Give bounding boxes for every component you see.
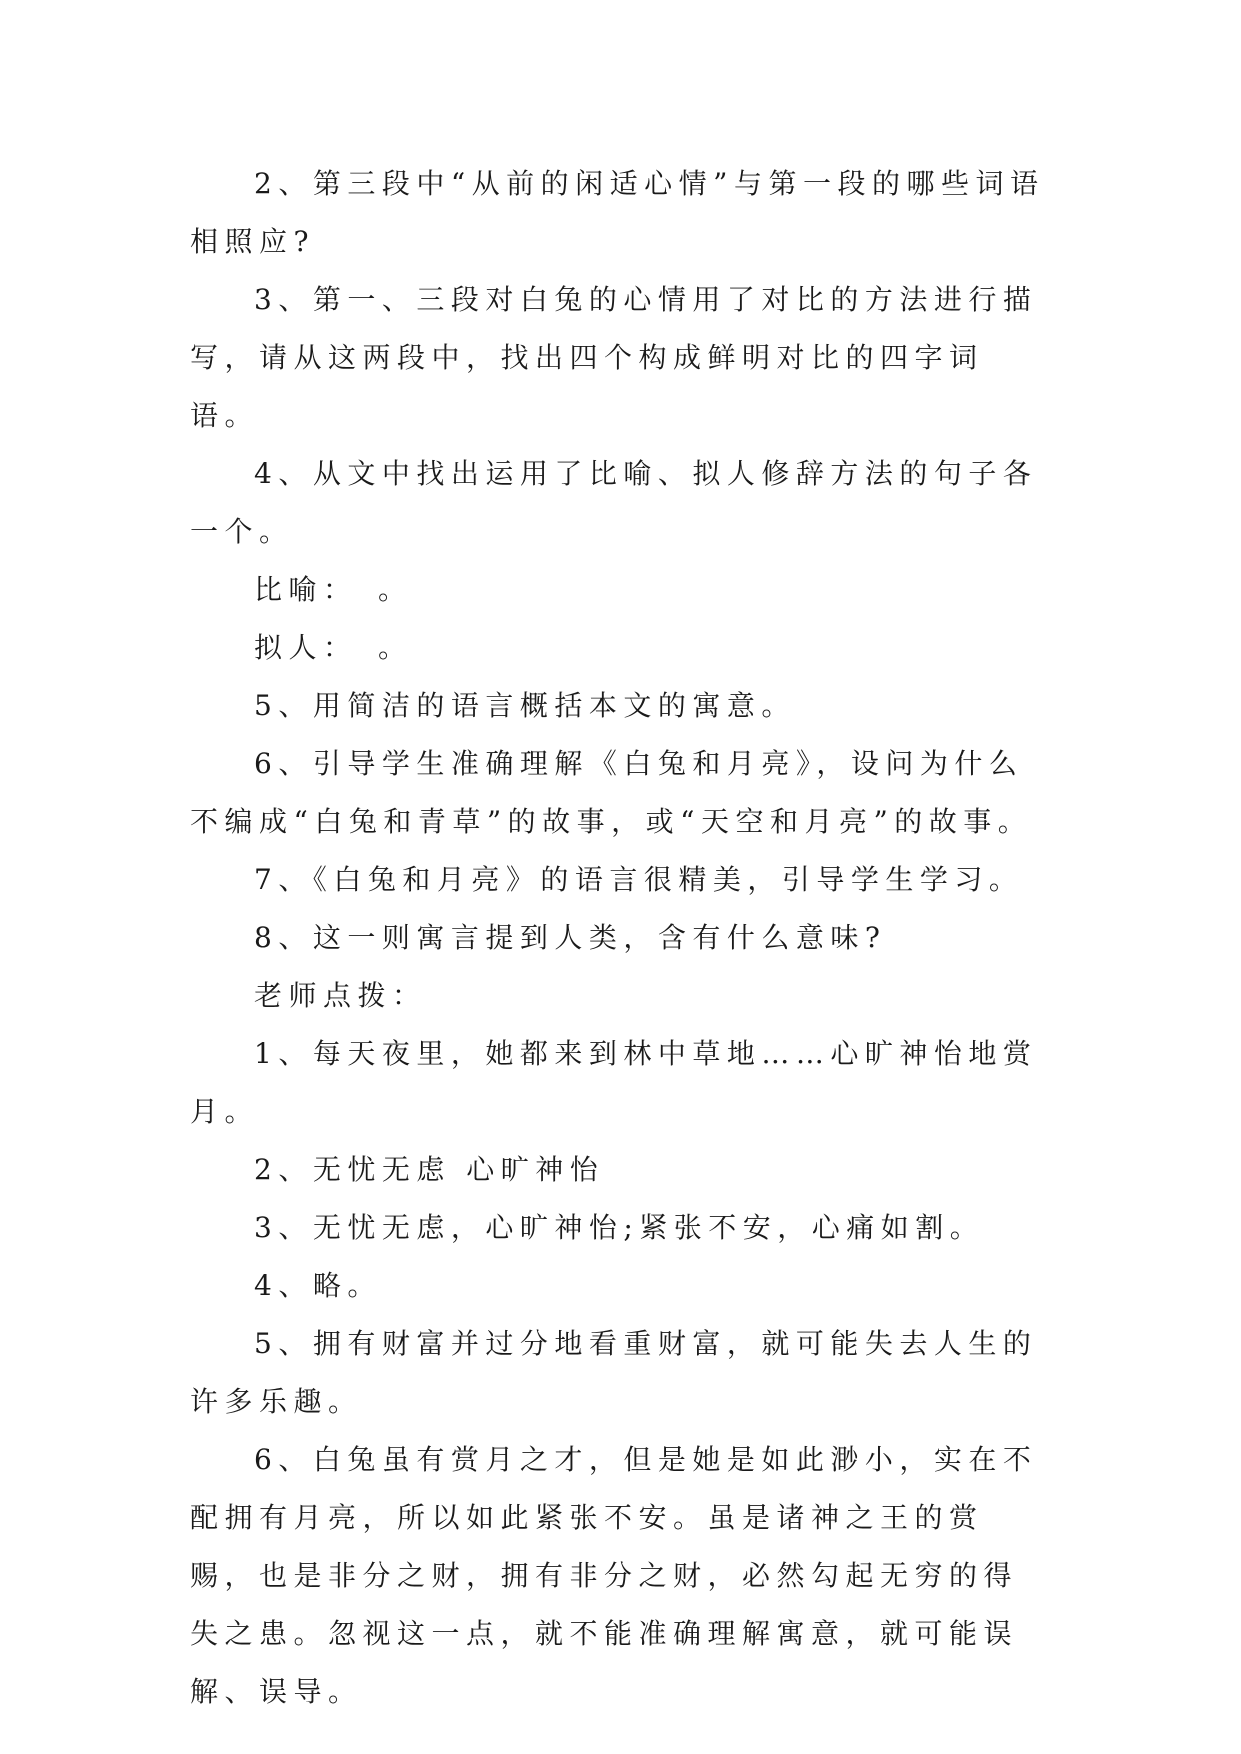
paragraph-question-2: 2、第三段中“从前的闲适心情”与第一段的哪些词语相照应? xyxy=(190,167,1045,258)
paragraph-question-4: 4、从文中找出运用了比喻、拟人修辞方法的句子各一个。 xyxy=(190,457,1038,548)
paragraph-question-8: 8、这一则寓言提到人类，含有什么意味? xyxy=(254,921,887,954)
paragraph-personification-blank: 拟人： 。 xyxy=(254,631,413,664)
paragraph-answer-3: 3、无忧无虑，心旷神怡;紧张不安，心痛如割。 xyxy=(254,1211,985,1244)
paragraph-answer-2: 2、无忧无虑 心旷神怡 xyxy=(254,1153,605,1186)
paragraph-question-6: 6、引导学生准确理解《白兔和月亮》，设问为什么不编成“白兔和青草”的故事，或“天空和月亮”的故事。 xyxy=(190,747,1033,838)
document-body xyxy=(190,155,1050,1721)
paragraph-answer-1: 1、每天夜里，她都来到林中草地……心旷神怡地赏月。 xyxy=(190,1037,1038,1128)
paragraph-question-3: 3、第一、三段对白兔的心情用了对比的方法进行描写，请从这两段中，找出四个构成鲜明对比的四字词语。 xyxy=(190,283,1038,432)
paragraph-teacher-guidance-heading: 老师点拨： xyxy=(254,979,427,1012)
paragraph-question-7: 7、《白兔和月亮》的语言很精美，引导学生学习。 xyxy=(254,863,1024,896)
paragraph-question-5: 5、用简洁的语言概括本文的寓意。 xyxy=(254,689,796,722)
paragraph-answer-4: 4、略。 xyxy=(254,1269,382,1302)
paragraph-metaphor-blank: 比喻： 。 xyxy=(254,573,413,606)
paragraph-answer-6: 6、白兔虽有赏月之才，但是她是如此渺小，实在不配拥有月亮，所以如此紧张不安。虽是诸神之王的赏赐，也是非分之财，拥有非分之财，必然勾起无穷的得失之患。忽视这一点，就不能准确理解寓意，就可能误解、误导。 xyxy=(190,1443,1038,1708)
paragraph-answer-5: 5、拥有财富并过分地看重财富，就可能失去人生的许多乐趣。 xyxy=(190,1327,1038,1418)
